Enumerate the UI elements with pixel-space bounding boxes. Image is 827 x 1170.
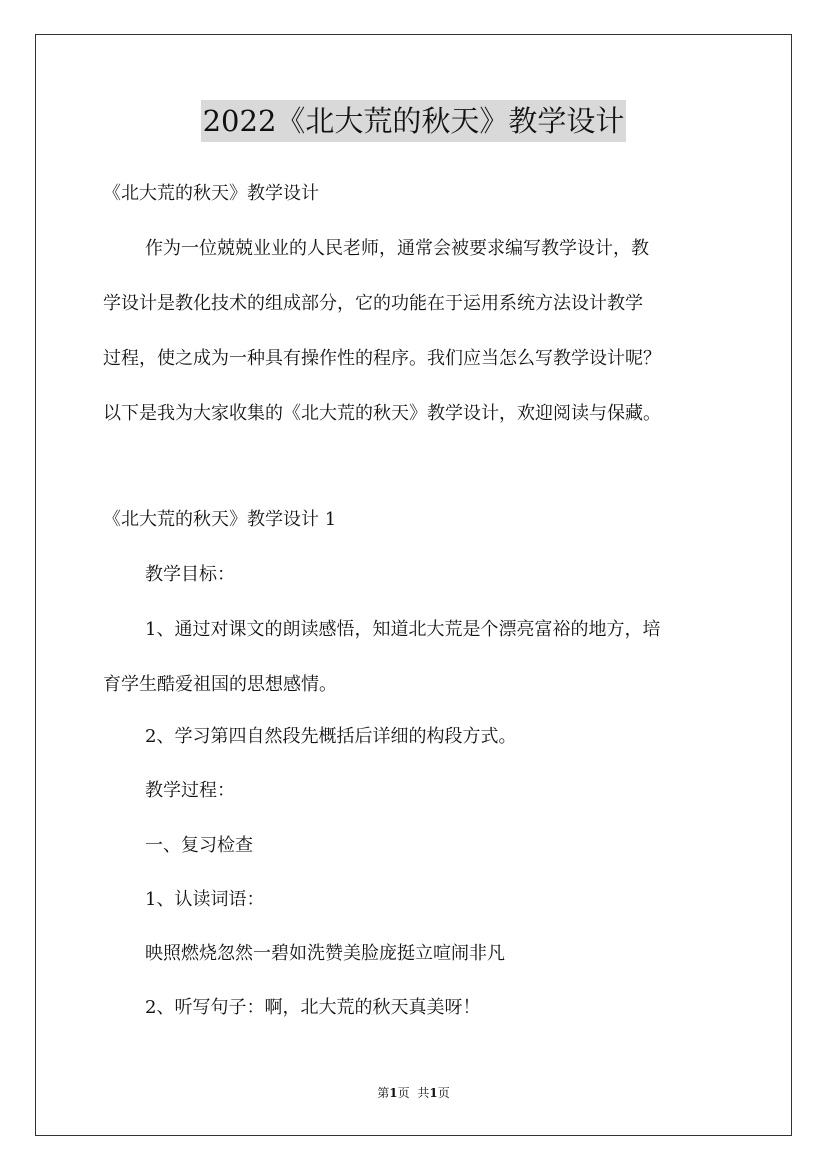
body-line-1: 教学目标：: [145, 564, 235, 585]
section-title: 《北大荒的秋天》教学设计 1: [103, 509, 337, 530]
intro-line-4: 以下是我为大家收集的《北大荒的秋天》教学设计，欢迎阅读与保藏。: [103, 403, 661, 424]
body-line-4: 2、学习第四自然段先概括后详细的构段方式。: [145, 726, 517, 747]
body-line-8: 映照燃烧忽然一碧如洗赞美脸庞挺立喧闹非凡: [145, 943, 505, 964]
body-line-9: 2、听写句子：啊，北大荒的秋天真美呀！: [145, 997, 481, 1018]
footer-page-prefix: 第: [377, 1086, 390, 1100]
page-footer: [0, 1085, 827, 1101]
body-line-5: 教学过程：: [145, 780, 235, 801]
document-title: 2022《北大荒的秋天》教学设计: [201, 100, 627, 142]
footer-total-suffix: 页: [437, 1086, 450, 1100]
body-line-3: 育学生酷爱祖国的思想感情。: [103, 674, 337, 695]
footer-total-number: 1: [429, 1086, 438, 1100]
body-line-7: 1、认读词语：: [145, 889, 265, 910]
document-subtitle: 《北大荒的秋天》教学设计: [103, 183, 319, 204]
intro-line-1: 作为一位兢兢业业的人民老师，通常会被要求编写教学设计，教: [145, 238, 649, 259]
body-line-2: 1、通过对课文的朗读感悟，知道北大荒是个漂亮富裕的地方，培: [145, 619, 661, 640]
footer-page-number: 1: [389, 1086, 398, 1100]
footer-page-suffix: 页: [397, 1086, 410, 1100]
intro-line-3: 过程，使之成为一种具有操作性的程序。我们应当怎么写教学设计呢？: [103, 348, 661, 369]
intro-line-2: 学设计是教化技术的组成部分，它的功能在于运用系统方法设计教学: [103, 293, 643, 314]
footer-total-prefix: 共: [417, 1086, 430, 1100]
title-wrap: [0, 100, 827, 142]
body-line-6: 一、复习检查: [145, 835, 253, 856]
